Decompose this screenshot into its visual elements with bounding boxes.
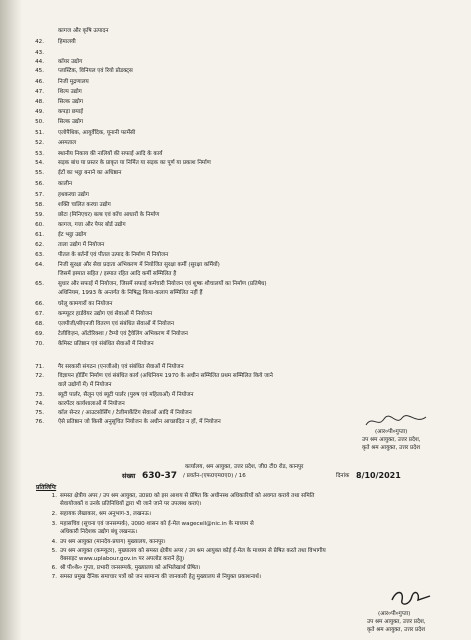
list-item-number: 74. (35, 401, 44, 407)
list-item-number: 71. (35, 364, 44, 370)
list-item-number: 48. (35, 99, 44, 105)
list-item-number: 64. (35, 262, 44, 268)
list-item-number: 44. (35, 59, 44, 65)
list-item-number: 63. (35, 252, 44, 258)
list-item-text: छोटा (मिनिएचर) बल्ब एवं काँच आधारों के निर्माण (58, 212, 160, 218)
list-item-number: 50. (35, 119, 44, 125)
list-item-text: एलोपैथिक, आयुर्वेदिक, यूनानी फार्मेसी (58, 130, 136, 136)
list-item-number: 69. (35, 331, 44, 337)
list-item-text: ताला उद्योग में नियोजन (58, 242, 105, 248)
signatory-name: (आर०पी०गुप्ता) (375, 429, 408, 435)
copy-item-text: समस्त प्रमुख दैनिक समाचार पत्रों को जन सामान्य की जानकारी हेतु मुख्यालय से नियुक्त प्रकाशनार्थ। (60, 574, 261, 580)
list-item-text: विज्ञापन होर्डिंग निर्माण एवं संबंधित कार्य (अधिनियम 1970 के अधीन सम्मिलित प्रथम सम्मिलित किये जाने (58, 373, 273, 379)
list-item-text: ऐसे प्रतिष्ठान जो किसी अनुसूचित नियोजन के अधीन आच्छादित न हों, में नियोजन (58, 419, 221, 425)
list-item-number: 45. (35, 68, 44, 74)
dispatch-number-label: संख्या (122, 472, 136, 480)
list-item-text: कपड़ा छपाई (58, 109, 83, 115)
list-item-text: निजी सुरक्षा और सेवा प्रदाता अभिकरण में नियोजित सुरक्षा कर्मी (सुरक्षा कर्मियों) (58, 262, 220, 268)
list-item-text: गैर सरकारी संगठन (एनजीओ) एवं संबंधित सेवाओं में नियोजन (58, 364, 184, 370)
list-item-number: 75. (35, 410, 44, 416)
list-item-text: कॉयर उद्योग (58, 59, 83, 65)
list-item-text: हिमालयी (58, 39, 76, 45)
signatory-office: कृते श्रम आयुक्त, उत्तर प्रदेश (367, 627, 426, 633)
copy-item-text: श्री पी०के० गुप्ता, प्रभारी जनसम्पर्क, मुख्यालय को अभिलेखार्थ प्रेषित। (60, 565, 201, 571)
list-item-text: सिल्क उद्योग (58, 99, 84, 105)
list-item-number: 49. (35, 109, 44, 115)
issue-date: 8/10/2021 (356, 471, 401, 480)
list-item-text: घरेलू कामगारों का नियोजन (58, 301, 113, 307)
list-item-text: कागज और कृषि उत्पादन (58, 28, 109, 34)
list-item-text: जिसमें इस्पात सहित / इस्पात रहित आदि कर्मी सम्मिलित है (58, 271, 177, 277)
list-item-text: स्थानीय निकाय की नालियों की सफाई आदि के कार्य (58, 151, 163, 157)
dispatch-number: 630-37 (142, 471, 178, 481)
list-item-number: 46. (35, 79, 44, 85)
handwritten-signature-icon (362, 412, 432, 430)
list-item-number: 55. (35, 170, 44, 176)
list-item-text: अस्पताल (58, 140, 77, 146)
list-item-number: 54. (35, 160, 44, 166)
copy-item-text-cont: अधिकारी निदेशक उद्योग बंधु लखनऊ। (60, 529, 138, 535)
copy-item-text: उप श्रम आयुक्त (मानदेय-प्रयाग) मुख्यालय, कानपुर। (60, 539, 166, 545)
signatory-title: उप श्रम आयुक्त, उत्तर प्रदेश, (367, 619, 426, 625)
list-item-number: 68. (35, 321, 44, 327)
list-item-number: 67. (35, 311, 44, 317)
copy-item-text-cont: वेबसाइट www.uplabour.gov.in पर अपलोड कराने हेतु। (60, 556, 185, 562)
list-item-text: कारपेंटर कार्यशालाओं में नियोजन (58, 401, 125, 407)
list-item-text: सिल्क उद्योग (58, 119, 84, 125)
list-item-text: निजी मुद्रणालय (58, 79, 89, 85)
list-item-text: प्लास्टिक, विनियल एवं रियो प्रोडक्ट्स (58, 68, 133, 74)
list-item-number: 53. (35, 151, 44, 157)
list-item-text: कम्प्यूटर हार्डवेयर उद्योग एवं सेवाओं में नियोजन (58, 311, 153, 317)
copy-item-number: 2. (51, 511, 57, 517)
list-item-text: एलपीजी/सीएनजी वितरण एवं संबंधित सेवाओं में नियोजन (58, 321, 174, 327)
scan-margin-shadow (0, 0, 22, 640)
list-item-text: हथकरघा उद्योग (58, 192, 89, 198)
list-item-text: शक्ति चालित करघा उद्योग (58, 202, 111, 208)
list-item-number: 51. (35, 130, 44, 136)
list-item-number: 66. (35, 301, 44, 307)
signatory-name: (आर०पी०गुप्ता) (378, 611, 411, 617)
list-item-number: 60. (35, 222, 44, 228)
list-item-number: 61. (35, 232, 44, 238)
list-item-number: 73. (35, 392, 44, 398)
list-item-number: 76. (35, 419, 44, 425)
dispatch-reference: / प्रवर्तन-(एफ0एम0ए0) / 16 (183, 473, 246, 479)
list-item-text: सड़क बांध या प्रस्तर के प्राकृत या निर्मित या सड़क का पूर्ण या प्रकाश निर्माण (58, 160, 211, 166)
list-item-text: कॉल सेन्टर / आउटसोर्सिंग / टेलीमार्केटिंग सेवाओं आदि में नियोजन (58, 410, 192, 416)
copy-item-text: उप श्रम आयुक्त (कम्प्यूटर), मुख्यालय को समस्त क्षेत्रीय अपर / उप श्रम आयुक्त कोई ई-मेल के माध्यम से प्रेषित करते तथा विभागीय (60, 548, 326, 554)
signatory-title: उप श्रम आयुक्त, उत्तर प्रदेश, (362, 437, 421, 443)
copy-item-number: 6. (51, 565, 57, 571)
copy-item-text: महासचिव (सूचना एवं जनसम्पर्क), उ0प्र0 शासन को ई-मेल wagecell@nic.in के माध्यम से (60, 521, 254, 527)
copy-item-number: 3. (51, 521, 57, 527)
list-item-text: कालीन (58, 181, 73, 187)
copy-item-text: सहायक लेखाकार, श्रम अनुभाग-3, लखनऊ। (60, 511, 152, 517)
list-item-number: 42. (35, 39, 44, 45)
list-item-text: ईट भट्ठा उद्योग (58, 232, 87, 238)
list-item-number: 59. (35, 212, 44, 218)
list-item-number: 57. (35, 192, 44, 198)
list-item-text: केमिस्ट प्रतिष्ठान एवं संबंधित सेवाओं में नियोजन (58, 341, 154, 347)
copy-item-number: 4. (51, 539, 57, 545)
list-item-number: 56. (35, 181, 44, 187)
list-item-text: वाले उद्योगों में) में नियोजन (58, 382, 112, 388)
list-item-text: शिल्प उद्योग (58, 89, 82, 95)
copy-item-number: 1. (51, 493, 57, 499)
date-label: दिनांक (336, 473, 350, 479)
list-item-text: सुधार और सफाई में नियोजन, जिसमें सफाई कर्मचारी नियोजन एवं शुष्क शौचालयों का निर्माण (प्रतिषेध) (58, 281, 267, 287)
list-item-number: 52. (35, 140, 44, 146)
list-item-number: 65. (35, 281, 44, 287)
list-item-number: 70. (35, 341, 44, 347)
list-item-text: टेलीविज़न, ऑटोरिक्शा / टैम्पो एवं ट्रैवेलिंग अभिकरण में नियोजन (58, 331, 188, 337)
list-item-text: ब्यूटी पार्लर, सैलून एवं ब्यूटी पार्लर (पुरुष एवं महिलाओं) में नियोजन (58, 392, 194, 398)
copy-item-text: समस्त क्षेत्रीय अपर / उप श्रम आयुक्त, उ0प्र0 को इस आशय से प्रेषित कि अधीनस्थ अधिकारियों को अवगत कराये तथा समिति (60, 493, 315, 499)
list-item-number: 47. (35, 89, 44, 95)
list-item-number: 43. (35, 50, 44, 56)
copy-heading: प्रतिलिपिः (36, 484, 57, 491)
list-item-text: अधिनियम, 1993 के अन्तर्गत के निषिद्ध किया-कलाप सम्मिलित नहीं हैं (58, 290, 203, 296)
copy-item-number: 7. (51, 574, 57, 580)
copy-item-text-cont: सेवायोजकों व उनके प्रतिनिधियों द्वारा भी जाने जाने पर उपलब्ध कराएं। (60, 501, 202, 507)
list-item-number: 72. (35, 373, 44, 379)
handwritten-signature-icon (386, 586, 436, 610)
office-address: कार्यालय, श्रम आयुक्त, उत्तर प्रदेश, जी0 टी0 रोड, कानपुर (185, 464, 304, 470)
list-item-text: कागज, गत्ता और पेपर बोर्ड उद्योग (58, 222, 126, 228)
list-item-text: ईटों का भट्ठा बनाने का अधिष्ठान (58, 170, 122, 176)
signatory-office: कृते श्रम आयुक्त, उत्तर प्रदेश (362, 445, 421, 451)
list-item-text: पीतल के बर्तनों एवं पीतल उत्पाद के निर्माण में नियोजन (58, 252, 169, 258)
copy-item-number: 5. (51, 548, 57, 554)
list-item-number: 58. (35, 202, 44, 208)
list-item-number: 62. (35, 242, 44, 248)
